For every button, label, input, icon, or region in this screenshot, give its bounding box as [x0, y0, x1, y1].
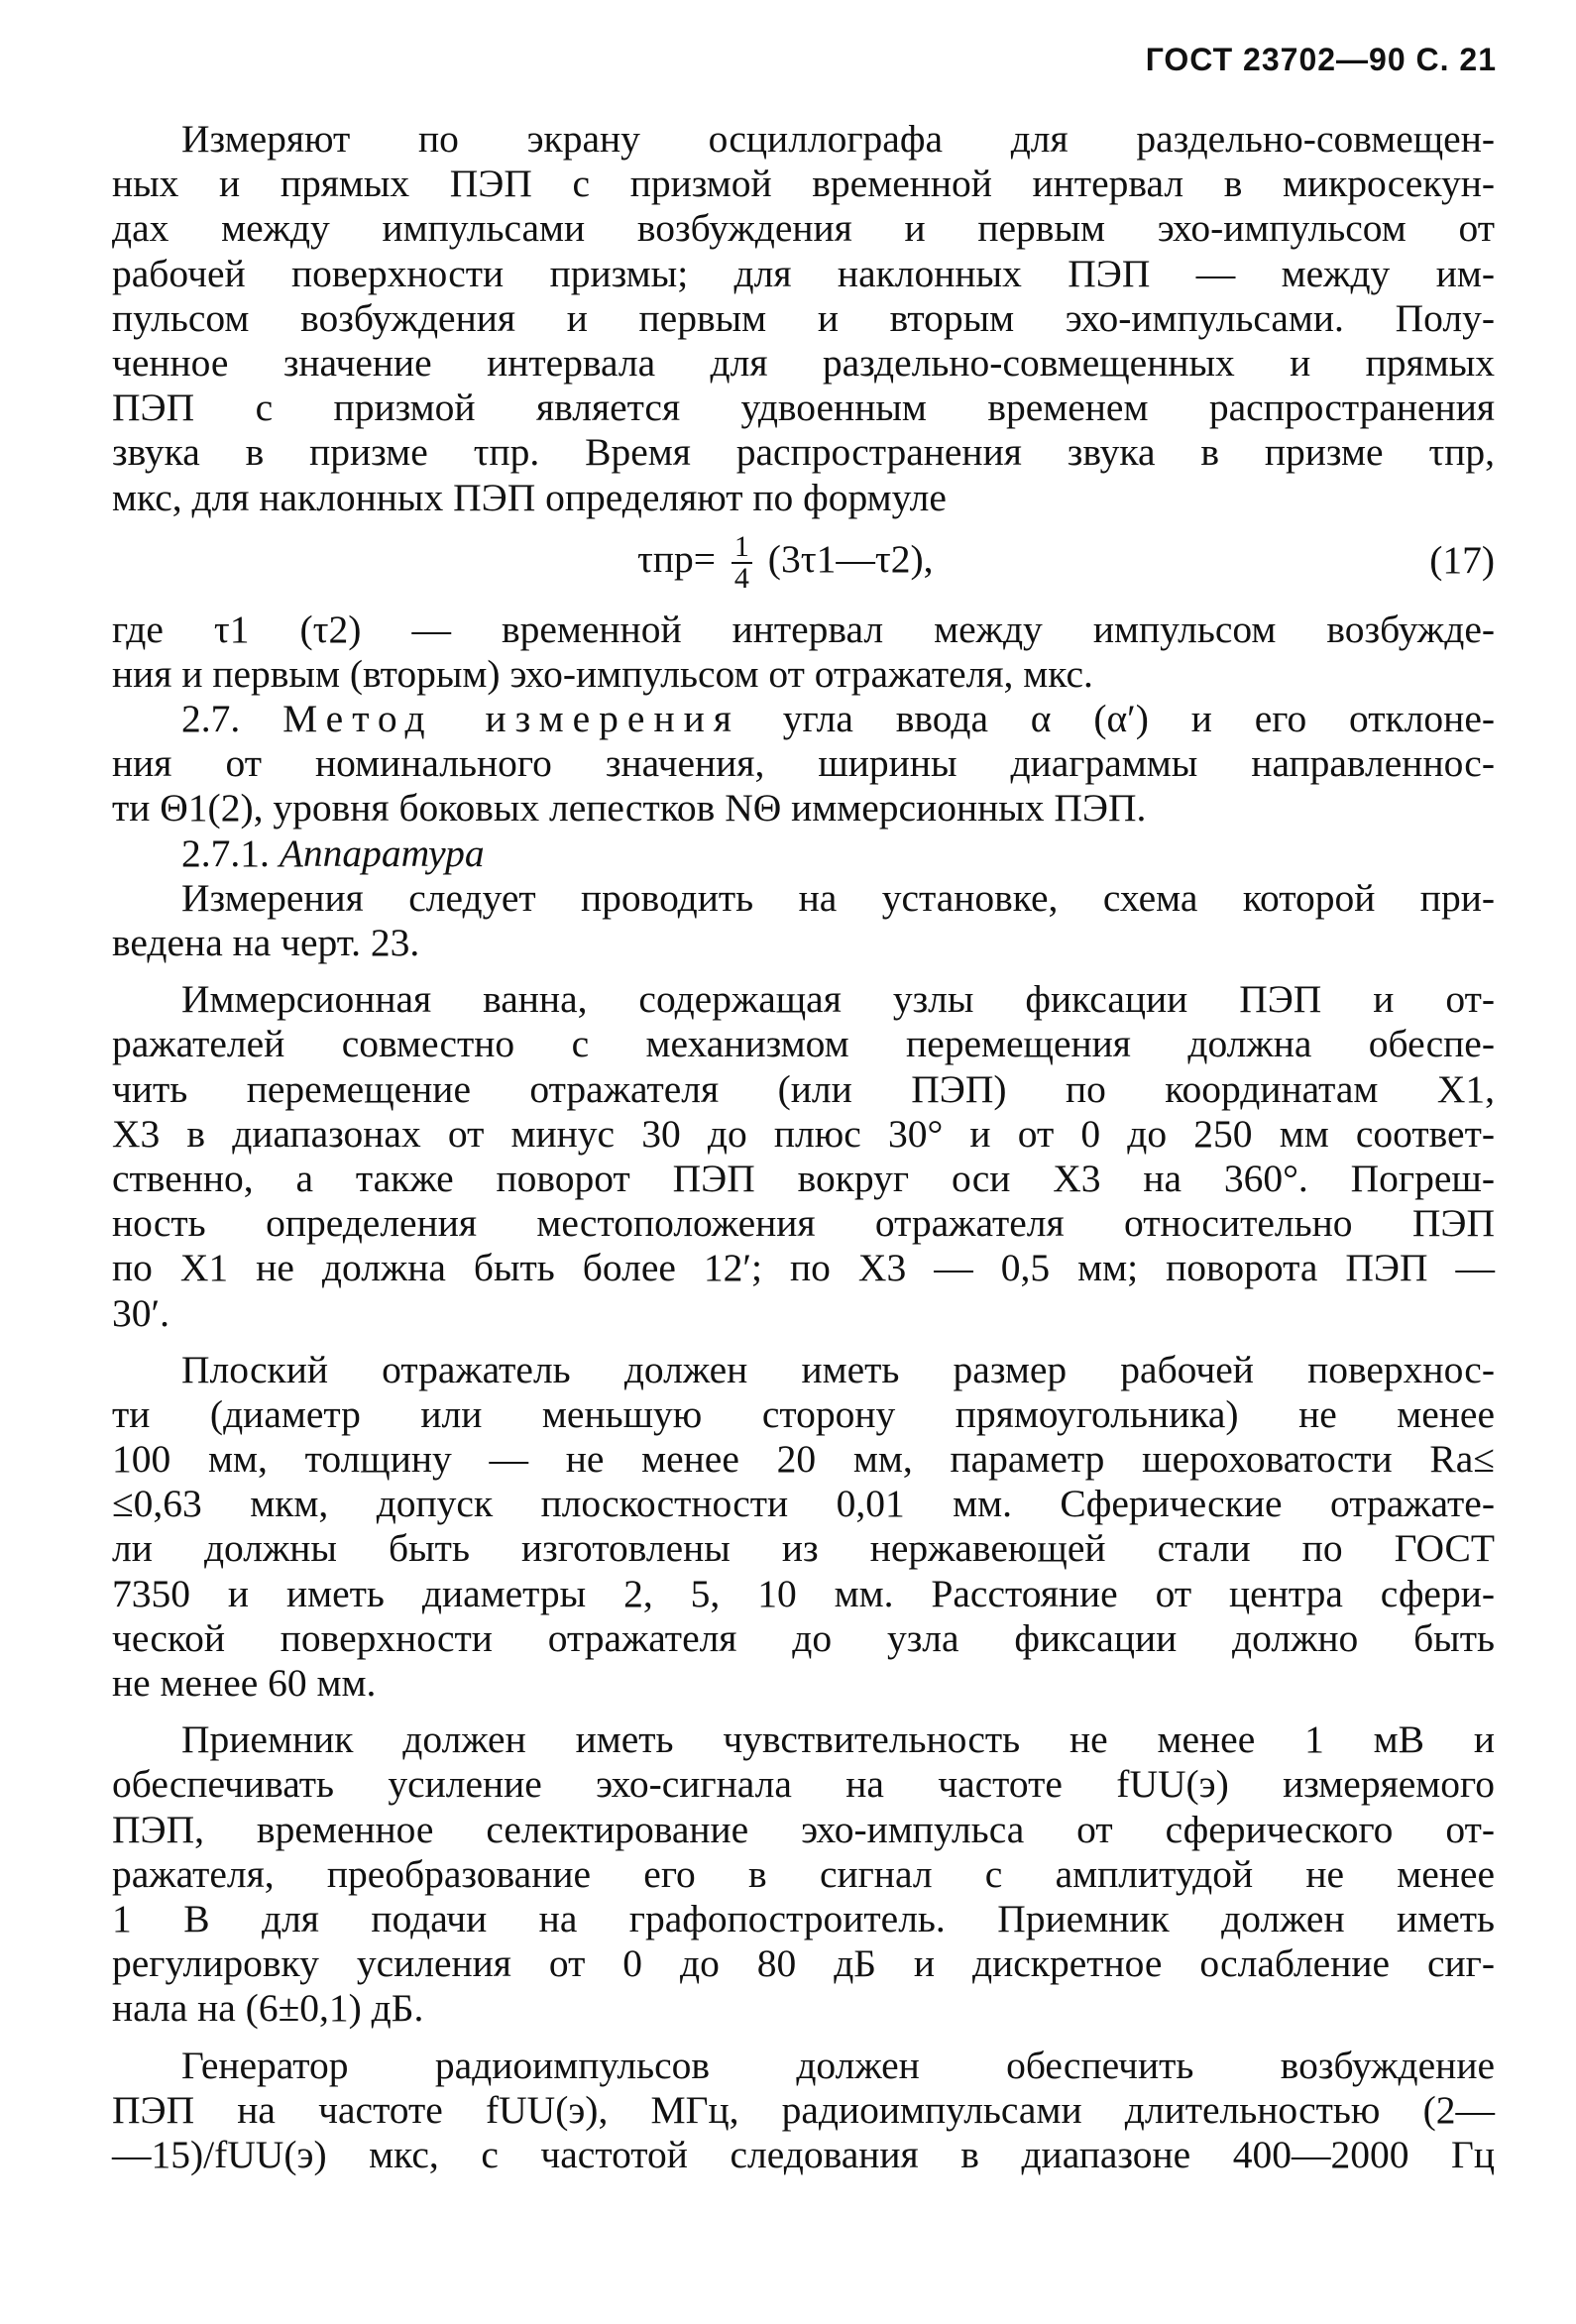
- paragraph-6: [112, 1717, 1495, 2031]
- text-line: ПЭП на частоте fUU(э), МГц, радиоимпульсами длительностью (2—: [112, 2087, 1495, 2132]
- text-line: по X1 не должна быть более 12′; по X3 — 0,5 мм; поворота ПЭП —: [112, 1246, 1495, 1290]
- formula-rhs: (3τ1—τ2),: [767, 536, 934, 581]
- text-line: рабочей поверхности призмы; для наклонных ПЭП — между им-: [112, 251, 1495, 295]
- text-line: Иммерсионная ванна, содержащая узлы фиксации ПЭП и от-: [181, 977, 1495, 1022]
- fraction-numerator: 1: [732, 532, 752, 564]
- subsection-title: Аппаратура: [279, 830, 485, 875]
- text-line: ния от номинального значения, ширины диаграммы направленнос-: [112, 741, 1495, 786]
- section-heading-rest: угла ввода α (α′) и его отклоне-: [782, 697, 1495, 741]
- text-line: не менее 60 мм.: [112, 1661, 377, 1705]
- equation-number: (17): [1429, 537, 1495, 582]
- text-line: ственно, а также поворот ПЭП вокруг оси X3 на 360°. Погреш-: [112, 1156, 1495, 1200]
- text-line: ти (диаметр или меньшую сторону прямоугольника) не менее: [112, 1391, 1495, 1436]
- paragraph-7: [112, 2044, 1495, 2178]
- text-line: регулировку усиления от 0 до 80 дБ и дискретное ослабление сиг-: [112, 1941, 1495, 1986]
- paragraph-5: [112, 1348, 1495, 1707]
- text-line: чить перемещение отражателя (или ПЭП) по координатам X1,: [112, 1066, 1495, 1111]
- section-heading-line: [112, 697, 1495, 741]
- section-2-7: [112, 697, 1495, 831]
- text-line: ческой поверхности отражателя до узла фиксации должно быть: [112, 1615, 1495, 1660]
- paragraph-1: [112, 117, 1495, 520]
- text-line: где τ1 (τ2) — временной интервал между импульсом возбужде-: [112, 607, 1495, 651]
- formula-17: [112, 528, 1495, 608]
- subsection-2-7-1: [112, 831, 1495, 876]
- text-line: ных и прямых ПЭП с призмой временной интервал в микросекун-: [112, 162, 1495, 206]
- text-line: ния и первым (вторым) эхо-импульсом от отражателя, мкс.: [112, 651, 1093, 696]
- text-line: обеспечивать усиление эхо-сигнала на частоте fUU(э) измеряемого: [112, 1762, 1495, 1807]
- text-line: —15)/fUU(э) мкс, с частотой следования в диапазоне 400—2000 Гц: [112, 2132, 1495, 2176]
- text-line: ПЭП, временное селектирование эхо-импульса от сферического от-: [112, 1807, 1495, 1851]
- formula-lhs: τпр=: [637, 536, 717, 581]
- text-line: мкс, для наклонных ПЭП определяют по формуле: [112, 475, 947, 519]
- text-line: дах между импульсами возбуждения и первым эхо-импульсом от: [112, 206, 1495, 251]
- formula-fraction: [732, 529, 752, 595]
- text-line: X3 в диапазонах от минус 30 до плюс 30° и от 0 до 250 мм соответ-: [112, 1111, 1495, 1156]
- text-line: ≤0,63 мкм, допуск плоскостности 0,01 мм. Сферические отражате-: [112, 1482, 1495, 1526]
- text-line: Генератор радиоимпульсов должен обеспечить возбуждение: [181, 2043, 1495, 2087]
- text-line: звука в призме τпр. Время распространения звука в призме τпр,: [112, 430, 1495, 475]
- text-line: ведена на черт. 23.: [112, 921, 420, 964]
- text-line: 30′.: [112, 1290, 170, 1335]
- subsection-number: 2.7.1.: [181, 830, 270, 875]
- text-line: Измерения следует проводить на установке, схема которой при-: [181, 875, 1495, 920]
- formula-expression: [637, 529, 934, 595]
- text-line: пульсом возбуждения и первым и вторым эхо-импульсами. Полу-: [112, 295, 1495, 340]
- text-line: 7350 и иметь диаметры 2, 5, 10 мм. Расстояние от центра сфери-: [112, 1571, 1495, 1615]
- page-body: [112, 117, 1495, 2177]
- text-line: ченное значение интервала для раздельно-совмещенных и прямых: [112, 340, 1495, 385]
- text-line: ли должны быть изготовлены из нержавеющей стали по ГОСТ: [112, 1526, 1495, 1571]
- text-line: ность определения местоположения отражателя относительно ПЭП: [112, 1201, 1495, 1246]
- text-line: Измеряют по экрану осциллографа для раздельно-совмещен-: [181, 117, 1495, 161]
- text-line: 1 В для подачи на графопостроитель. Приемник должен иметь: [112, 1896, 1495, 1940]
- page-header: ГОСТ 23702—90 С. 21: [1145, 42, 1497, 77]
- text-line: ражателей совместно с механизмом перемещения должна обеспе-: [112, 1022, 1495, 1066]
- text-line: Плоский отражатель должен иметь размер рабочей поверхнос-: [181, 1347, 1495, 1391]
- section-title: Метод измерения: [282, 697, 740, 741]
- text-line: ПЭП с призмой является удвоенным временем распространения: [112, 386, 1495, 430]
- text-line: ражателя, преобразование его в сигнал с амплитудой не менее: [112, 1851, 1495, 1896]
- text-line: ти Θ1(2), уровня боковых лепестков NΘ иммерсионных ПЭП.: [112, 786, 1147, 830]
- text-line: Приемник должен иметь чувствительность не менее 1 мВ и: [181, 1717, 1495, 1762]
- text-line: 100 мм, толщину — не менее 20 мм, параметр шероховатости Ra≤: [112, 1437, 1495, 1482]
- section-number: 2.7.: [181, 697, 241, 741]
- fraction-denominator: 4: [733, 561, 749, 595]
- text-line: нала на (6±0,1) дБ.: [112, 1986, 424, 2031]
- paragraph-2: [112, 608, 1495, 697]
- paragraph-3: [112, 876, 1495, 965]
- paragraph-4: [112, 977, 1495, 1336]
